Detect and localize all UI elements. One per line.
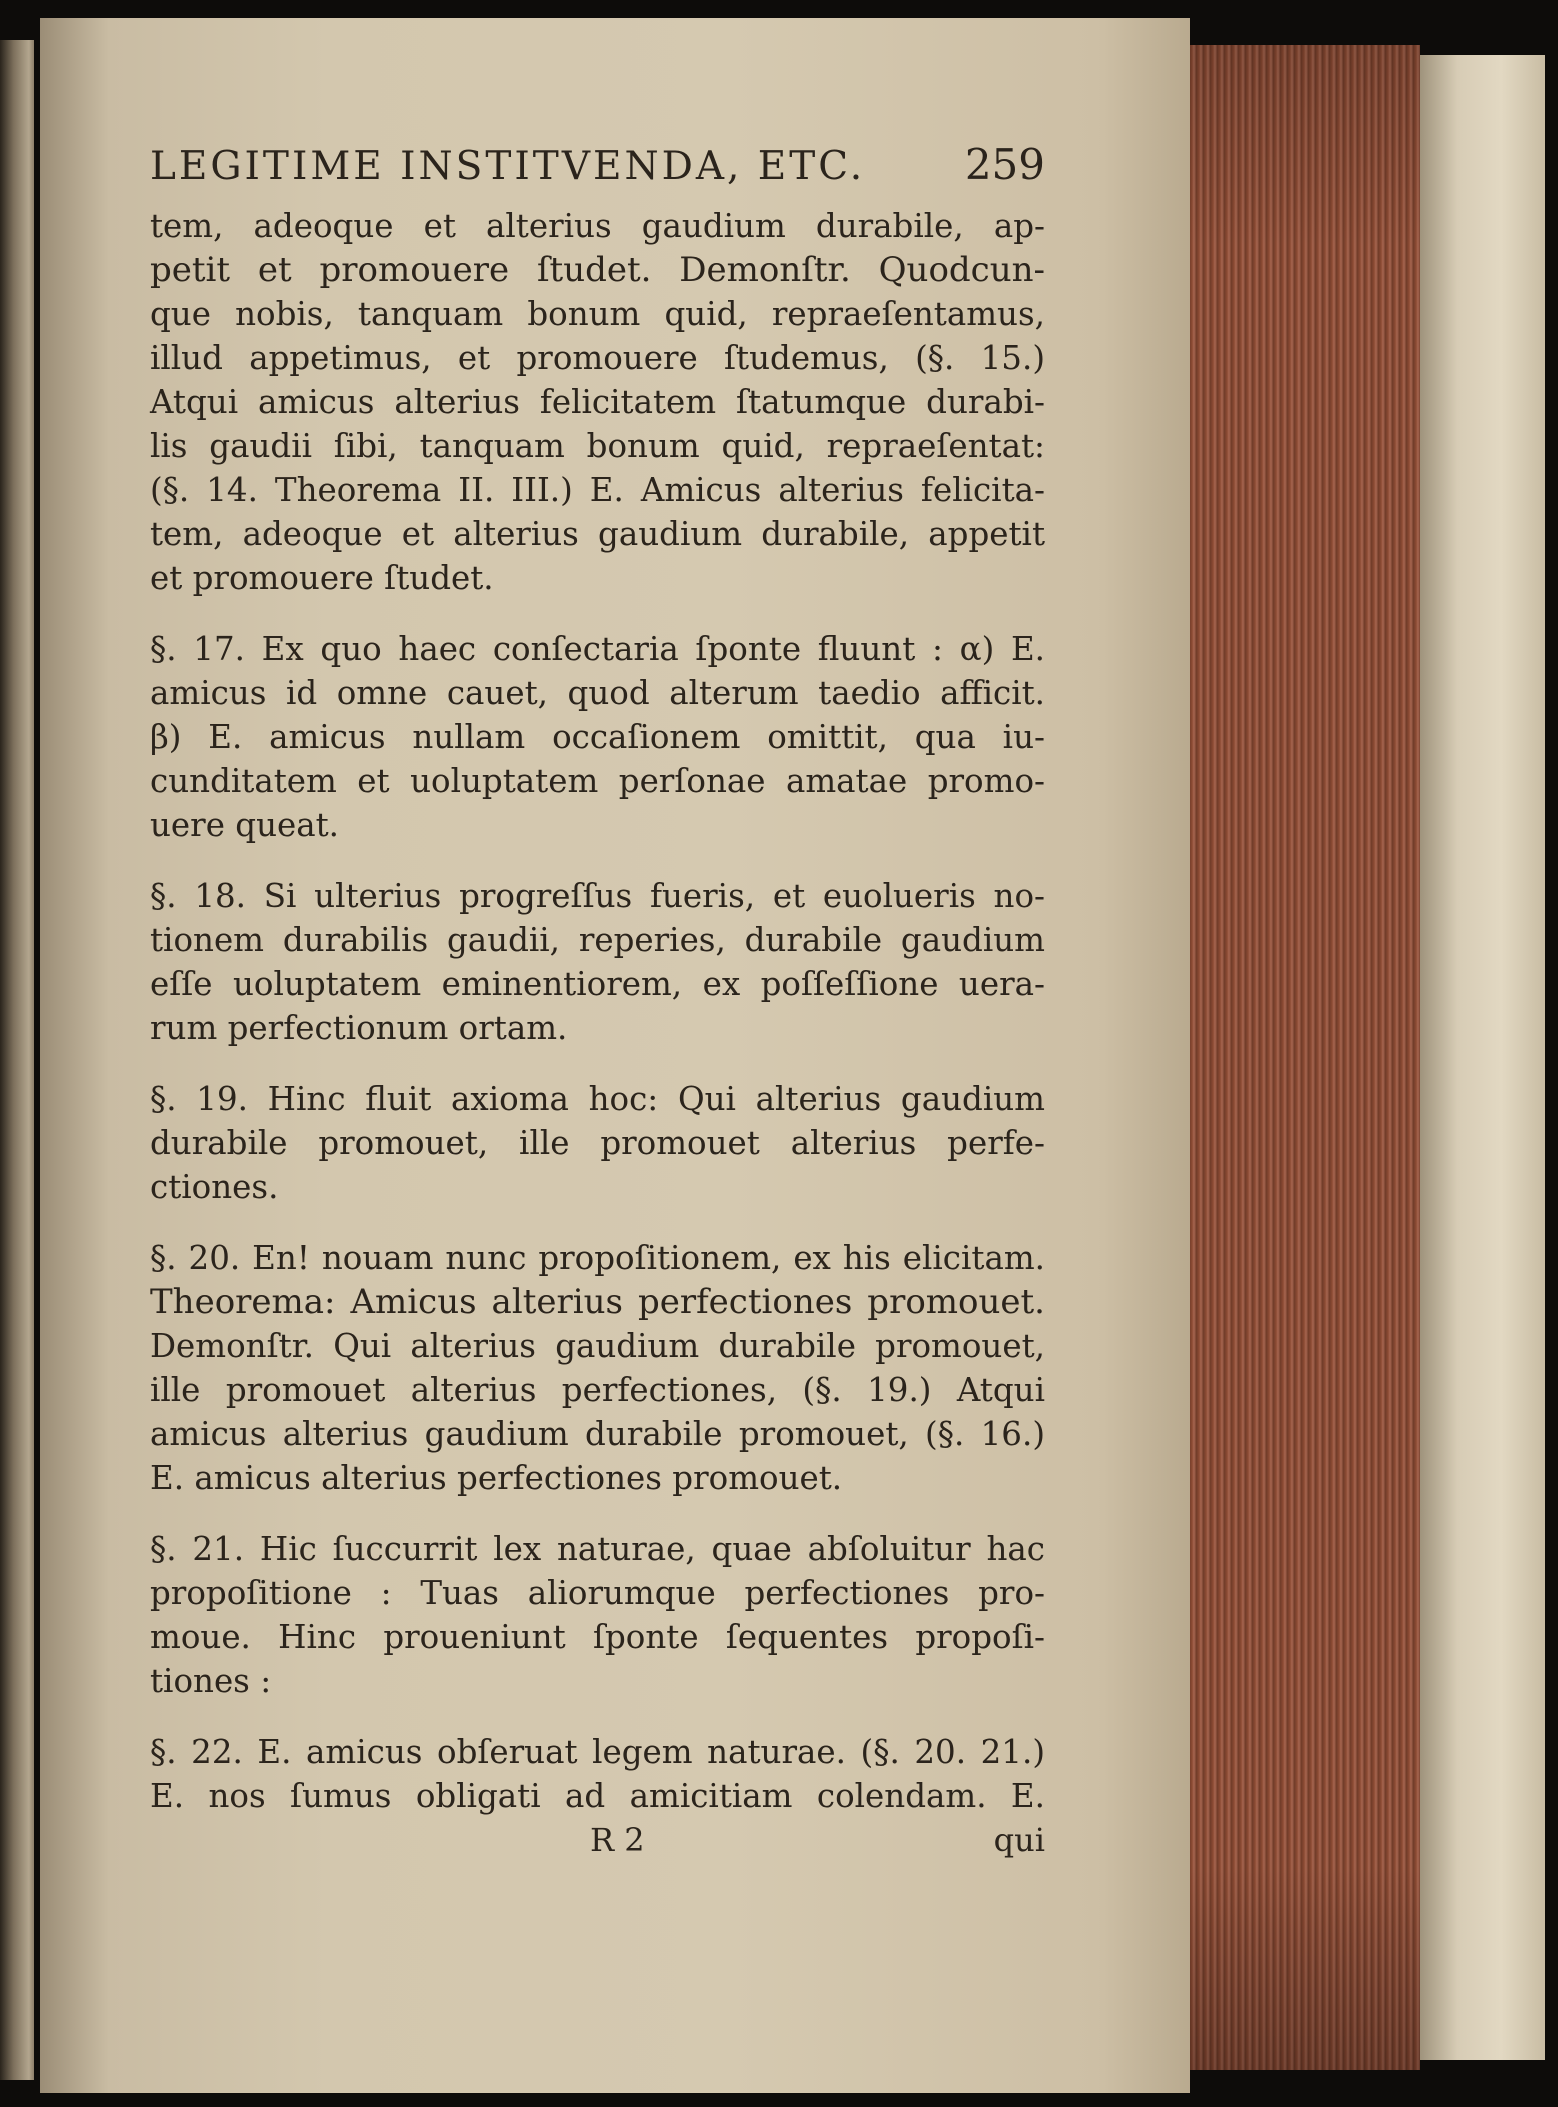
text-line: Theorema: Amicus alterius perfectiones promouet.: [150, 1282, 1045, 1322]
text-line: ille promouet alterius perfectiones, (§. 19.) Atqui: [150, 1371, 1045, 1409]
text-line: que nobis, tanquam bonum quid, repraeſentamus,: [150, 295, 1045, 333]
page-text-block: [150, 140, 1045, 1862]
text-line: amicus alterius gaudium durabile promouet, (§. 16.): [150, 1415, 1045, 1453]
text-line: durabile promouet, ille promouet alterius perfe-: [150, 1124, 1045, 1162]
text-line: E. amicus alterius perfectiones promouet.: [150, 1459, 843, 1497]
text-line: E. nos ſumus obligati ad amicitiam colendam. E.: [150, 1777, 1045, 1815]
text-line: Demonſtr. Qui alterius gaudium durabile promouet,: [150, 1327, 1045, 1365]
text-line: tem, adeoque et alterius gaudium durabile, ap-: [150, 207, 1045, 245]
text-line: petit et promouere ſtudet. Demonſtr. Quodcun-: [150, 250, 1045, 290]
text-line: eſſe uoluptatem eminentiorem, ex poſſeſſione uera-: [150, 965, 1045, 1003]
paragraph-18: [150, 874, 1045, 1050]
text-line: Atqui amicus alterius felicitatem ſtatumque durabi-: [150, 383, 1045, 421]
text-line: (§. 14. Theorema II. III.) E. Amicus alterius felicita-: [150, 471, 1045, 509]
signature-mark: R 2: [590, 1821, 645, 1859]
text-line: uere queat.: [150, 806, 340, 844]
facing-page-edge: [0, 40, 34, 2080]
text-line: β) E. amicus nullam occaſionem omittit, qua iu-: [150, 718, 1045, 756]
paragraph-17: [150, 627, 1045, 847]
text-line: §. 19. Hinc fluit axioma hoc: Qui alterius gaudium: [150, 1080, 1045, 1118]
catchword: qui: [993, 1821, 1045, 1859]
text-block-edges: [1175, 45, 1420, 2070]
text-line: illud appetimus, et promouere ſtudemus, (§. 15.): [150, 339, 1045, 377]
running-head: [150, 140, 1045, 204]
text-line: tiones :: [150, 1662, 272, 1700]
text-line: §. 22. E. amicus obſeruat legem naturae. (§. 20. 21.): [150, 1733, 1045, 1771]
text-line: §. 20. En! nouam nunc propoſitionem, ex his elicitam.: [150, 1239, 1045, 1277]
text-line: et promouere ſtudet.: [150, 559, 494, 597]
text-line: §. 17. Ex quo haec conſectaria ſponte fluunt : α) E.: [150, 630, 1045, 668]
text-line: ctiones.: [150, 1168, 279, 1206]
text-line: tem, adeoque et alterius gaudium durabile, appetit: [150, 515, 1045, 553]
book-cover: [1420, 55, 1545, 2060]
text-line: §. 18. Si ulterius progreſſus fueris, et euolueris no-: [150, 877, 1045, 915]
text-line: propoſitione : Tuas aliorumque perfectiones pro-: [150, 1574, 1045, 1612]
text-line: lis gaudii ſibi, tanquam bonum quid, repraeſentat:: [150, 427, 1045, 465]
signature-line: [150, 1818, 1045, 1862]
paragraph-continuation: [150, 204, 1045, 600]
paragraph-22: [150, 1730, 1045, 1818]
paragraph-19: [150, 1077, 1045, 1209]
text-line: §. 21. Hic ſuccurrit lex naturae, quae abſoluitur hac: [150, 1530, 1045, 1568]
text-line: cunditatem et uoluptatem perſonae amatae promo-: [150, 762, 1045, 800]
running-head-title: LEGITIME INSTITVENDA, ETC.: [150, 144, 866, 189]
page-number: 259: [964, 140, 1045, 189]
paragraph-20: [150, 1236, 1045, 1500]
text-line: tionem durabilis gaudii, reperies, durabile gaudium: [150, 921, 1045, 959]
text-line: amicus id omne cauet, quod alterum taedio afficit.: [150, 674, 1045, 712]
text-line: moue. Hinc proueniunt ſponte ſequentes propoſi-: [150, 1618, 1045, 1656]
paragraph-21: [150, 1527, 1045, 1703]
text-line: rum perfectionum ortam.: [150, 1009, 568, 1047]
